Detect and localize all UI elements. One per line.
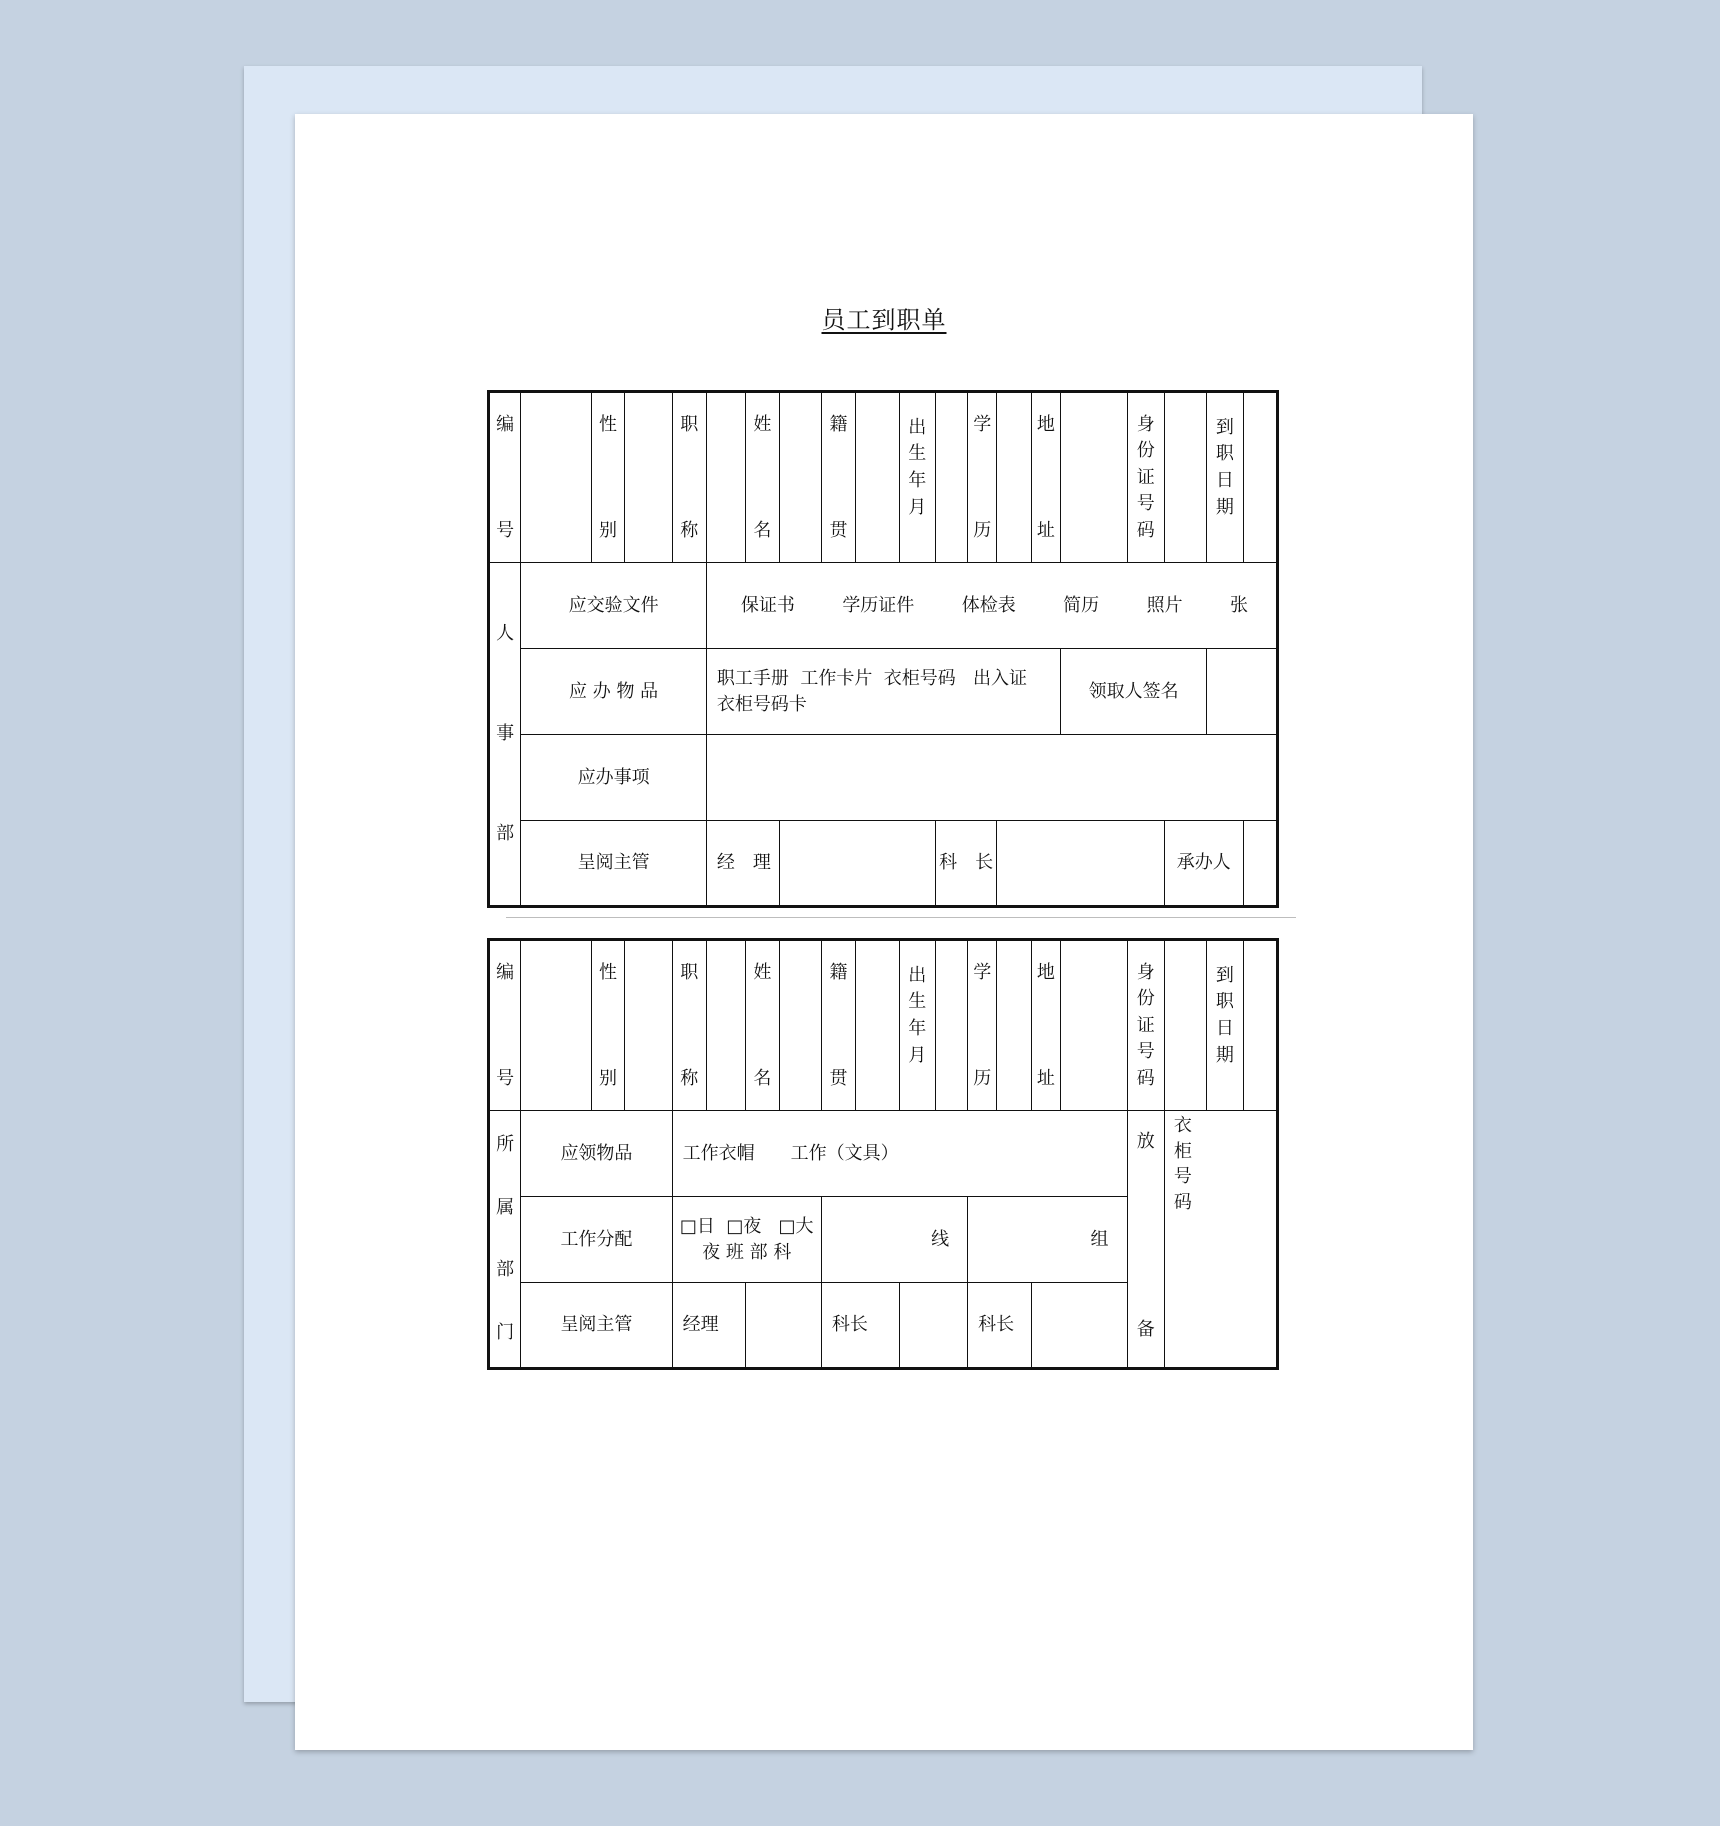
matters-label: 应办事项 [521, 735, 707, 821]
goods-label: 应领物品 [521, 1111, 672, 1197]
label-jiguan: 籍 贯 [821, 392, 855, 563]
doc-photo-unit: 张 [1230, 594, 1248, 616]
shift-line-2: 夜 班 部 科 [702, 1241, 792, 1263]
items-row [489, 649, 1278, 735]
value-dizhi-2[interactable] [1060, 940, 1127, 1111]
label-jiguan-2: 籍 贯 [821, 940, 855, 1111]
manager-field-2[interactable] [746, 1283, 822, 1369]
shift-line-1[interactable]: □日 □夜 □大 [679, 1215, 814, 1237]
review-label-2: 呈阅主管 [521, 1283, 672, 1369]
value-zhicheng[interactable] [706, 392, 745, 563]
items-label: 应 办 物 品 [521, 649, 707, 735]
value-shenfenzheng[interactable] [1164, 392, 1206, 563]
receiver-signature-label: 领取人签名 [1060, 649, 1206, 735]
label-xueli-2: 学 历 [968, 940, 997, 1111]
goods-row [489, 1111, 1278, 1197]
value-xueli[interactable] [997, 392, 1031, 563]
doc-guarantee: 保证书 [740, 594, 795, 616]
label-xueli: 学 历 [968, 392, 997, 563]
review-row [489, 821, 1278, 907]
section-chief-label: 科 长 [935, 821, 997, 907]
hr-form-table [487, 390, 1279, 908]
doc-medical: 体检表 [961, 594, 1016, 616]
handler-label: 承办人 [1164, 821, 1243, 907]
form-divider [506, 917, 1296, 918]
value-biannhao[interactable] [521, 392, 592, 563]
documents-list [706, 563, 1277, 649]
side-label-department: 所 属 部 门 [489, 1111, 521, 1369]
manager-label-2: 经理 [672, 1283, 746, 1369]
value-daozhi-2[interactable] [1243, 940, 1277, 1111]
value-daozhi[interactable] [1243, 392, 1277, 563]
manager-signature-field[interactable] [779, 821, 935, 907]
value-jiguan-2[interactable] [856, 940, 899, 1111]
label-daozhi-2: 到 职 日 期 [1207, 940, 1243, 1111]
value-jiguan[interactable] [856, 392, 899, 563]
label-chusheng: 出 生 年 月 [899, 392, 935, 563]
receiver-signature-field[interactable] [1207, 649, 1278, 735]
label-dizhi-2: 地 址 [1031, 940, 1060, 1111]
label-chusheng-2: 出 生 年 月 [899, 940, 935, 1111]
documents-row [489, 563, 1278, 649]
header-row-2 [489, 940, 1278, 1111]
side-label-hr-dept: 人 事 部 [489, 563, 521, 907]
section-chief-field[interactable] [997, 821, 1164, 907]
value-xueli-2[interactable] [997, 940, 1031, 1111]
doc-resume: 简历 [1063, 594, 1100, 616]
label-zhicheng-2: 职 称 [672, 940, 706, 1111]
matters-row [489, 735, 1278, 821]
label-xingming: 姓 名 [746, 392, 779, 563]
label-biannhao: 编 号 [489, 392, 521, 563]
doc-diploma: 学历证件 [842, 594, 915, 616]
value-biannhao-2[interactable] [521, 940, 592, 1111]
locker-number-cell: 衣 柜 号 码 [1164, 1111, 1277, 1369]
label-biannhao-2: 编 号 [489, 940, 521, 1111]
label-shenfenzheng: 身 份 证 号 码 [1127, 392, 1164, 563]
doc-photo: 照片 [1146, 594, 1183, 616]
manager-label: 经 理 [706, 821, 779, 907]
value-xingbie[interactable] [625, 392, 672, 563]
value-xingming[interactable] [779, 392, 821, 563]
assign-label: 工作分配 [521, 1197, 672, 1283]
group-label: 组 [968, 1197, 1127, 1283]
document-page [295, 114, 1473, 1750]
value-zhicheng-2[interactable] [706, 940, 745, 1111]
page-title: 员工到职单 [821, 306, 947, 334]
dept-form-table [487, 938, 1279, 1370]
label-xingbie-2: 性 别 [591, 940, 624, 1111]
value-xingbie-2[interactable] [625, 940, 672, 1111]
documents-label: 应交验文件 [521, 563, 707, 649]
header-row [489, 392, 1278, 563]
label-xingming-2: 姓 名 [746, 940, 779, 1111]
matters-field[interactable] [706, 735, 1277, 821]
chief-field-2[interactable] [1031, 1283, 1127, 1369]
chief-label-2: 科长 [968, 1283, 1032, 1369]
label-daozhi: 到 职 日 期 [1207, 392, 1243, 563]
remark-cell: 放 备 [1127, 1111, 1164, 1369]
label-xingbie: 性 别 [591, 392, 624, 563]
items-line-1: 职工手册 工作卡片 衣柜号码 出入证 [716, 667, 1027, 689]
goods-value: 工作衣帽 工作（文具） [672, 1111, 1127, 1197]
label-dizhi: 地 址 [1031, 392, 1060, 563]
line-label: 线 [821, 1197, 967, 1283]
shift-options[interactable] [672, 1197, 821, 1283]
chief-field-1[interactable] [899, 1283, 968, 1369]
label-zhicheng: 职 称 [672, 392, 706, 563]
value-chusheng[interactable] [935, 392, 967, 563]
value-dizhi[interactable] [1060, 392, 1127, 563]
handler-field[interactable] [1243, 821, 1277, 907]
value-shenfenzheng-2[interactable] [1164, 940, 1206, 1111]
chief-label-1: 科长 [821, 1283, 899, 1369]
label-shenfenzheng-2: 身 份 证 号 码 [1127, 940, 1164, 1111]
items-line-2: 衣柜号码卡 [716, 693, 807, 715]
items-list [706, 649, 1060, 735]
value-xingming-2[interactable] [779, 940, 821, 1111]
review-label: 呈阅主管 [521, 821, 707, 907]
value-chusheng-2[interactable] [935, 940, 967, 1111]
